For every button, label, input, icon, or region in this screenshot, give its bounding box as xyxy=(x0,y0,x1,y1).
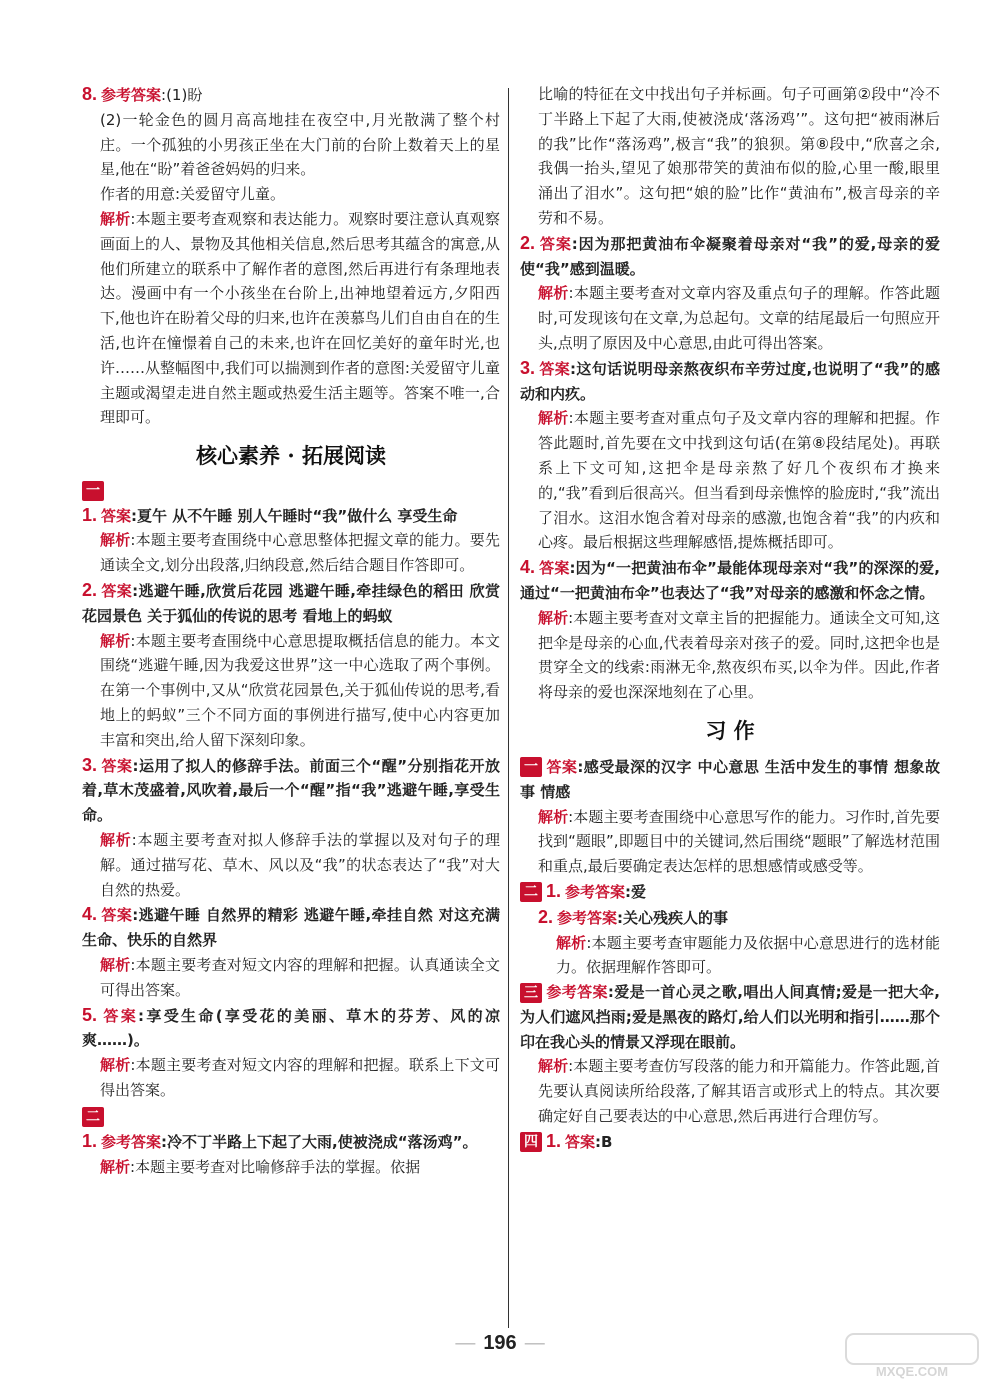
w2-2-line xyxy=(538,905,940,931)
a3-number: 3. xyxy=(82,754,98,775)
w4-1-label: 答案 xyxy=(565,1132,596,1151)
w3-label: 参考答案 xyxy=(546,983,608,1002)
analysis-label: 解析 xyxy=(100,956,131,974)
w2-1-label: 参考答案 xyxy=(565,882,626,901)
a4-block xyxy=(82,902,500,1002)
b2-label: 答案 xyxy=(539,234,572,253)
b2-answer: :因为那把黄油布伞凝聚着母亲对“我”的爱,母亲的爱使“我”感到温暖。 xyxy=(520,234,940,278)
column-divider xyxy=(508,88,509,1328)
w1-analysis xyxy=(538,805,940,879)
page-number-dash-right: — xyxy=(524,1332,545,1354)
analysis-label: 解析 xyxy=(100,531,131,550)
b1-label: 参考答案 xyxy=(101,1133,162,1152)
b3-number: 3. xyxy=(520,357,536,378)
w1-block xyxy=(520,755,940,879)
analysis-label: 解析 xyxy=(100,1158,131,1177)
w4-1-answer: :B xyxy=(595,1132,613,1151)
b2-block xyxy=(520,231,940,356)
b1-analysis-continued: 比喻的特征在文中找出句子并标画。句子可画第②段中“冷不丁半路上下起了大雨,使被浇成‘落汤鸡’”。这句把“被雨淋后的我”比作“落汤鸡”,极言“我”的狼狈。第⑧段中,“欣喜之余,我偶一抬头,望见了娘那带笑的黄油布似的脸,心里一酸,眼里涌出了泪水”。这句把“娘的脸”比作“黄油布”,极言母亲的辛劳和不易。 xyxy=(538,85,940,227)
subsection-1 xyxy=(82,480,500,501)
q8-answer-part2: (2)一轮金色的圆月高高地挂在夜空中,月光散满了整个村庄。一个孤独的小男孩正坐在大门前的台阶上数着天上的星星,他在“盼”着爸爸妈妈的归来。 xyxy=(100,110,500,179)
w2-2-label: 参考答案 xyxy=(557,908,618,927)
section-title-reading: 核心素养 · 拓展阅读 xyxy=(196,443,386,469)
analysis-label: 解析 xyxy=(538,807,569,826)
w3-analysis-text: :本题主要考查仿写段落的能力和开篇能力。作答此题,首先要认真阅读所给段落,了解其语言或形式上的特点。其次要确定好自己要表达的中心意思,然后再进行合理仿写。 xyxy=(538,1057,940,1126)
left-column xyxy=(82,82,500,1180)
a2-block xyxy=(82,578,500,753)
w2-2-analysis xyxy=(556,931,940,981)
a1-number: 1. xyxy=(82,504,98,525)
a5-number: 5. xyxy=(82,1004,98,1025)
w4-1-number: 1. xyxy=(546,1130,562,1151)
a3-analysis-text: :本题主要考查对拟人修辞手法的掌握以及对句子的理解。通过描写花、草木、风以及“我”的状态表达了“我”对大自然的热爱。 xyxy=(100,831,500,899)
q8-analysis xyxy=(100,207,500,430)
b4-number: 4. xyxy=(520,557,536,578)
a4-label: 答案 xyxy=(101,906,133,925)
subsection-badge: 一 xyxy=(520,757,542,777)
q8-block xyxy=(82,82,500,430)
section-title-writing: 习 作 xyxy=(705,717,755,743)
right-column xyxy=(520,82,940,1155)
analysis-label: 解析 xyxy=(556,933,587,952)
b1-analysis xyxy=(100,1155,500,1180)
w3-block xyxy=(520,980,940,1129)
q8-answer-part3: 作者的用意:关爱留守儿童。 xyxy=(100,185,286,204)
watermark-logo xyxy=(842,1330,982,1380)
analysis-label: 解析 xyxy=(538,409,569,428)
w2-2-answer: :关心残疾人的事 xyxy=(617,908,729,927)
b1-number: 1. xyxy=(82,1131,98,1152)
w1-answer: :感受最深的汉字 中心意思 生活中发生的事情 想象故事 情感 xyxy=(520,757,940,801)
watermark-frame xyxy=(846,1334,978,1364)
b3-label: 答案 xyxy=(539,359,571,378)
b2-analysis-text: :本题主要考查对文章内容及重点句子的理解。作答此题时,可发现该句在文章,为总起句。文章的结尾最后一句照应开头,点明了原因及中心意思,由此可得出答案。 xyxy=(538,284,940,352)
a3-analysis xyxy=(100,828,500,902)
b3-answer: :这句话说明母亲熬夜织布辛劳过度,也说明了“我”的感动和内疚。 xyxy=(520,359,940,403)
b3-analysis xyxy=(538,406,940,555)
w3-analysis xyxy=(538,1054,940,1128)
a1-label: 答案 xyxy=(101,506,132,525)
a2-analysis xyxy=(100,629,500,753)
a4-answer: :逃避午睡 自然界的精彩 逃避午睡,牵挂自然 对这充满生命、快乐的自然界 xyxy=(82,906,500,950)
q8-answer: :(1)盼 xyxy=(161,86,203,104)
b2-analysis xyxy=(538,281,940,355)
subsection-badge: 二 xyxy=(520,882,542,902)
subsection-badge: 一 xyxy=(82,481,104,501)
q8-number: 8. xyxy=(82,84,98,104)
analysis-label: 解析 xyxy=(100,631,131,650)
w2-block xyxy=(520,879,940,980)
a5-label: 答案 xyxy=(101,1006,139,1025)
analysis-label: 解析 xyxy=(538,284,569,303)
b2-number: 2. xyxy=(520,232,536,253)
b4-label: 答案 xyxy=(539,559,570,578)
w2-2-analysis-text: :本题主要考查审题能力及依据中心意思进行的选材能力。依据理解作答即可。 xyxy=(556,933,940,977)
w2-1-answer: :爱 xyxy=(625,882,647,901)
b4-block xyxy=(520,555,940,705)
w1-label: 答案 xyxy=(546,757,578,776)
analysis-label: 解析 xyxy=(100,831,132,850)
b4-answer: :因为“一把黄油布伞”最能体现母亲对“我”的深深的爱,通过“一把黄油布伞”也表达了“我”对母亲的感激和怀念之情。 xyxy=(520,559,940,602)
a5-answer: :享受生命(享受花的美丽、草木的芬芳、风的凉爽……)。 xyxy=(82,1006,500,1050)
a5-analysis xyxy=(100,1053,500,1103)
w2-1-number: 1. xyxy=(546,880,562,901)
q8-analysis-text: :本题主要考查观察和表达能力。观察时要注意认真观察画面上的人、景物及其他相关信息,然后思考其蕴含的寓意,从他们所建立的联系中了解作者的意图,然后再进行有条理地表达。漫画中有一个小孩坐在台阶上,出神地望着远方,夕阳西下,他也许在盼着父母的归来,也许在羡慕鸟儿们自由自在的生活,也许在憧憬着自己的未来,也许在回忆美好的童年时光,也许……从整幅图中,我们可以揣测到作者的意图:关爱留守儿童主题或渴望走进自然主题或热爱生活主题等。答案不唯一,合理即可。 xyxy=(100,209,500,427)
a4-number: 4. xyxy=(82,904,98,925)
w2-2-number: 2. xyxy=(538,906,554,927)
subsection-badge: 二 xyxy=(82,1107,104,1127)
analysis-label: 解析 xyxy=(100,1056,131,1075)
a2-number: 2. xyxy=(82,580,98,601)
a3-label: 答案 xyxy=(101,756,133,775)
a4-analysis-text: :本题主要考查对短文内容的理解和把握。认真通读全文可得出答案。 xyxy=(100,956,500,999)
a5-block xyxy=(82,1003,500,1103)
a1-analysis xyxy=(100,528,500,578)
a5-analysis-text: :本题主要考查对短文内容的理解和把握。联系上下文可得出答案。 xyxy=(100,1056,500,1099)
page-number-value: 196 xyxy=(483,1332,517,1354)
b4-analysis-text: :本题主要考查对文章主旨的把握能力。通读全文可知,这把伞是母亲的心血,代表着母亲对孩子的爱。同时,这把伞也是贯穿全文的线索:雨淋无伞,熬夜织布买,以伞为伴。因此,作者将母亲的爱也深深地刻在了心里。 xyxy=(538,608,940,702)
q8-label: 参考答案 xyxy=(101,86,162,104)
analysis-label: 解析 xyxy=(100,209,131,228)
b1-analysis-text: :本题主要考查对比喻修辞手法的掌握。依据 xyxy=(130,1158,421,1177)
page-number-dash-left: — xyxy=(455,1332,476,1354)
watermark-text: MXQE.COM xyxy=(875,1364,949,1379)
a2-analysis-text: :本题主要考查围绕中心意思提取概括信息的能力。本文围绕“逃避午睡,因为我爱这世界”这一中心选取了两个事例。在第一个事例中,又从“欣赏花园景色,关于狐仙传说的思考,看地上的蚂蚁”三个不同方面的事例进行描写,使中心内容更加丰富和突出,给人留下深刻印象。 xyxy=(100,631,500,749)
a3-answer: :运用了拟人的修辞手法。前面三个“醒”分别指花开放着,草木茂盛着,风吹着,最后一个“醒”指“我”逃避午睡,享受生命。 xyxy=(82,756,500,825)
analysis-label: 解析 xyxy=(538,1057,569,1076)
b1-block xyxy=(82,1129,500,1180)
a2-answer: :逃避午睡,欣赏后花园 逃避午睡,牵挂绿色的稻田 欣赏花园景色 关于狐仙的传说的思考 看地上的蚂蚁 xyxy=(82,582,500,625)
a1-block xyxy=(82,503,500,578)
a1-answer: :夏午 从不午睡 别人午睡时“我”做什么 享受生命 xyxy=(131,506,458,525)
a4-analysis xyxy=(100,953,500,1003)
b3-analysis-text: :本题主要考查对重点句子及文章内容的理解和把握。作答此题时,首先要在文中找到这句话(在第⑧段结尾处)。再联系上下文可知,这把伞是母亲熬了好几个夜织布才换来的,“我”看到后很高兴。但当看到母亲憔悴的脸庞时,“我”流出了泪水。这泪水饱含着对母亲的感激,也饱含着“我”的内疚和心疼。最后根据这些理解感悟,提炼概括即可。 xyxy=(538,409,940,552)
b4-analysis xyxy=(538,606,940,705)
w4-block xyxy=(520,1129,940,1155)
w3-answer: :爱是一首心灵之歌,唱出人间真情;爱是一把大伞,为人们遮风挡雨;爱是黑夜的路灯,给人们以光明和指引……那个印在我心头的情景又浮现在眼前。 xyxy=(520,983,940,1051)
subsection-2 xyxy=(82,1107,500,1128)
b3-block xyxy=(520,356,940,555)
subsection-badge: 三 xyxy=(520,983,542,1003)
a2-label: 答案 xyxy=(101,582,133,601)
subsection-badge: 四 xyxy=(520,1132,542,1152)
w1-analysis-text: :本题主要考查围绕中心意思写作的能力。习作时,首先要找到“题眼”,即题目中的关键词,然后围绕“题眼”了解选材范围和重点,最后要确定表达怎样的思想感情或感受等。 xyxy=(538,807,940,876)
a3-block xyxy=(82,753,500,903)
a1-analysis-text: :本题主要考查围绕中心意思整体把握文章的能力。要先通读全文,划分出段落,归纳段意,然后结合题目作答即可。 xyxy=(100,531,500,575)
b1-answer: :冷不丁半路上下起了大雨,使被浇成“落汤鸡”。 xyxy=(161,1133,478,1152)
analysis-label: 解析 xyxy=(538,608,569,627)
